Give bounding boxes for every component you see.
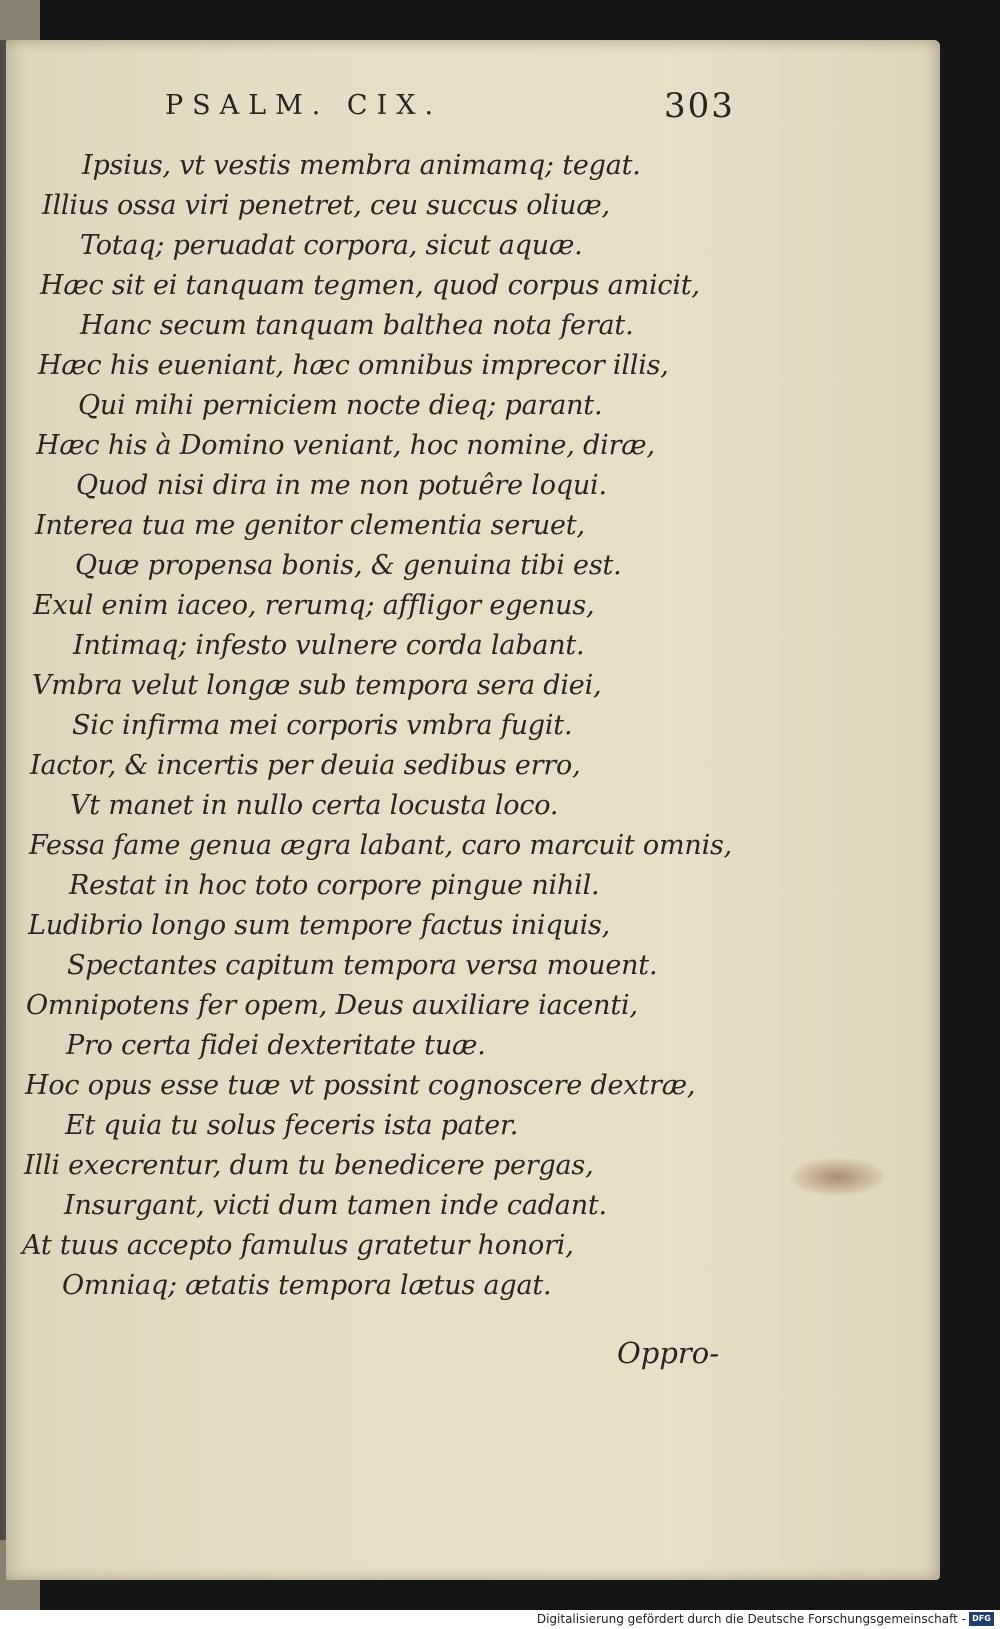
verse-line: At tuus accepto famulus gratetur honori,: [22, 1230, 574, 1261]
running-head: PSALM. CIX.: [165, 90, 443, 121]
page-number: 303: [664, 86, 735, 126]
catchword: Oppro-: [617, 1336, 720, 1370]
verse-line: Ipsius, vt vestis membra animamq; tegat.: [82, 150, 641, 181]
verse-line: Pro certa fidei dexteritate tuæ.: [66, 1030, 486, 1061]
verse-line: Vmbra velut longæ sub tempora sera diei,: [32, 670, 602, 701]
verse-line: Omnipotens fer opem, Deus auxiliare iacenti,: [26, 990, 638, 1021]
verse-line: Qui mihi perniciem nocte dieq; parant.: [78, 390, 603, 421]
verse-line: Ludibrio longo sum tempore factus iniquis,: [28, 910, 611, 941]
verse-line: Intimaq; infesto vulnere corda labant.: [73, 630, 585, 661]
verse-line: Hoc opus esse tuæ vt possint cognoscere dextræ,: [25, 1070, 696, 1101]
page-stain: [790, 1158, 885, 1196]
verse-line: Vt manet in nullo certa locusta loco.: [70, 790, 559, 821]
verse-line: Et quia tu solus feceris ista pater.: [65, 1110, 519, 1141]
verse-line: Hæc his eueniant, hæc omnibus imprecor illis,: [38, 350, 669, 381]
verse-line: Illius ossa viri penetret, ceu succus oliuæ,: [42, 190, 610, 221]
verse-line: Hanc secum tanquam balthea nota ferat.: [80, 310, 634, 341]
verse-line: Totaq; peruadat corpora, sicut aquæ.: [80, 230, 583, 261]
verse-line: Quæ propensa bonis, & genuina tibi est.: [75, 550, 622, 581]
verse-line: Restat in hoc toto corpore pingue nihil.: [69, 870, 600, 901]
verse-line: Iactor, & incertis per deuia sedibus erro,: [30, 750, 581, 781]
verse-line: Sic infirma mei corporis vmbra fugit.: [72, 710, 573, 741]
verse-line: Spectantes capitum tempora versa mouent.: [67, 950, 658, 981]
dfg-logo: DFG: [969, 1612, 994, 1626]
verse-line: Interea tua me genitor clementia seruet,: [35, 510, 585, 541]
verse-line: Hæc sit ei tanquam tegmen, quod corpus amicit,: [40, 270, 700, 301]
verse-line: Exul enim iaceo, rerumq; affligor egenus,: [33, 590, 595, 621]
verse-line: Illi execrentur, dum tu benedicere pergas,: [24, 1150, 594, 1181]
binding-edge-top: [0, 0, 40, 40]
verse-line: Omniaq; ætatis tempora lætus agat.: [62, 1270, 552, 1301]
verse-line: Fessa fame genua ægra labant, caro marcuit omnis,: [29, 830, 733, 861]
verse-line: Quod nisi dira in me non potuêre loqui.: [76, 470, 607, 501]
verse-line: Insurgant, victi dum tamen inde cadant.: [64, 1190, 607, 1221]
verse-line: Hæc his à Domino veniant, hoc nomine, diræ,: [36, 430, 655, 461]
page-header: [0, 86, 1000, 130]
digitization-credit: Digitalisierung gefördert durch die Deutsche Forschungsgemeinschaft -: [536, 1612, 966, 1626]
